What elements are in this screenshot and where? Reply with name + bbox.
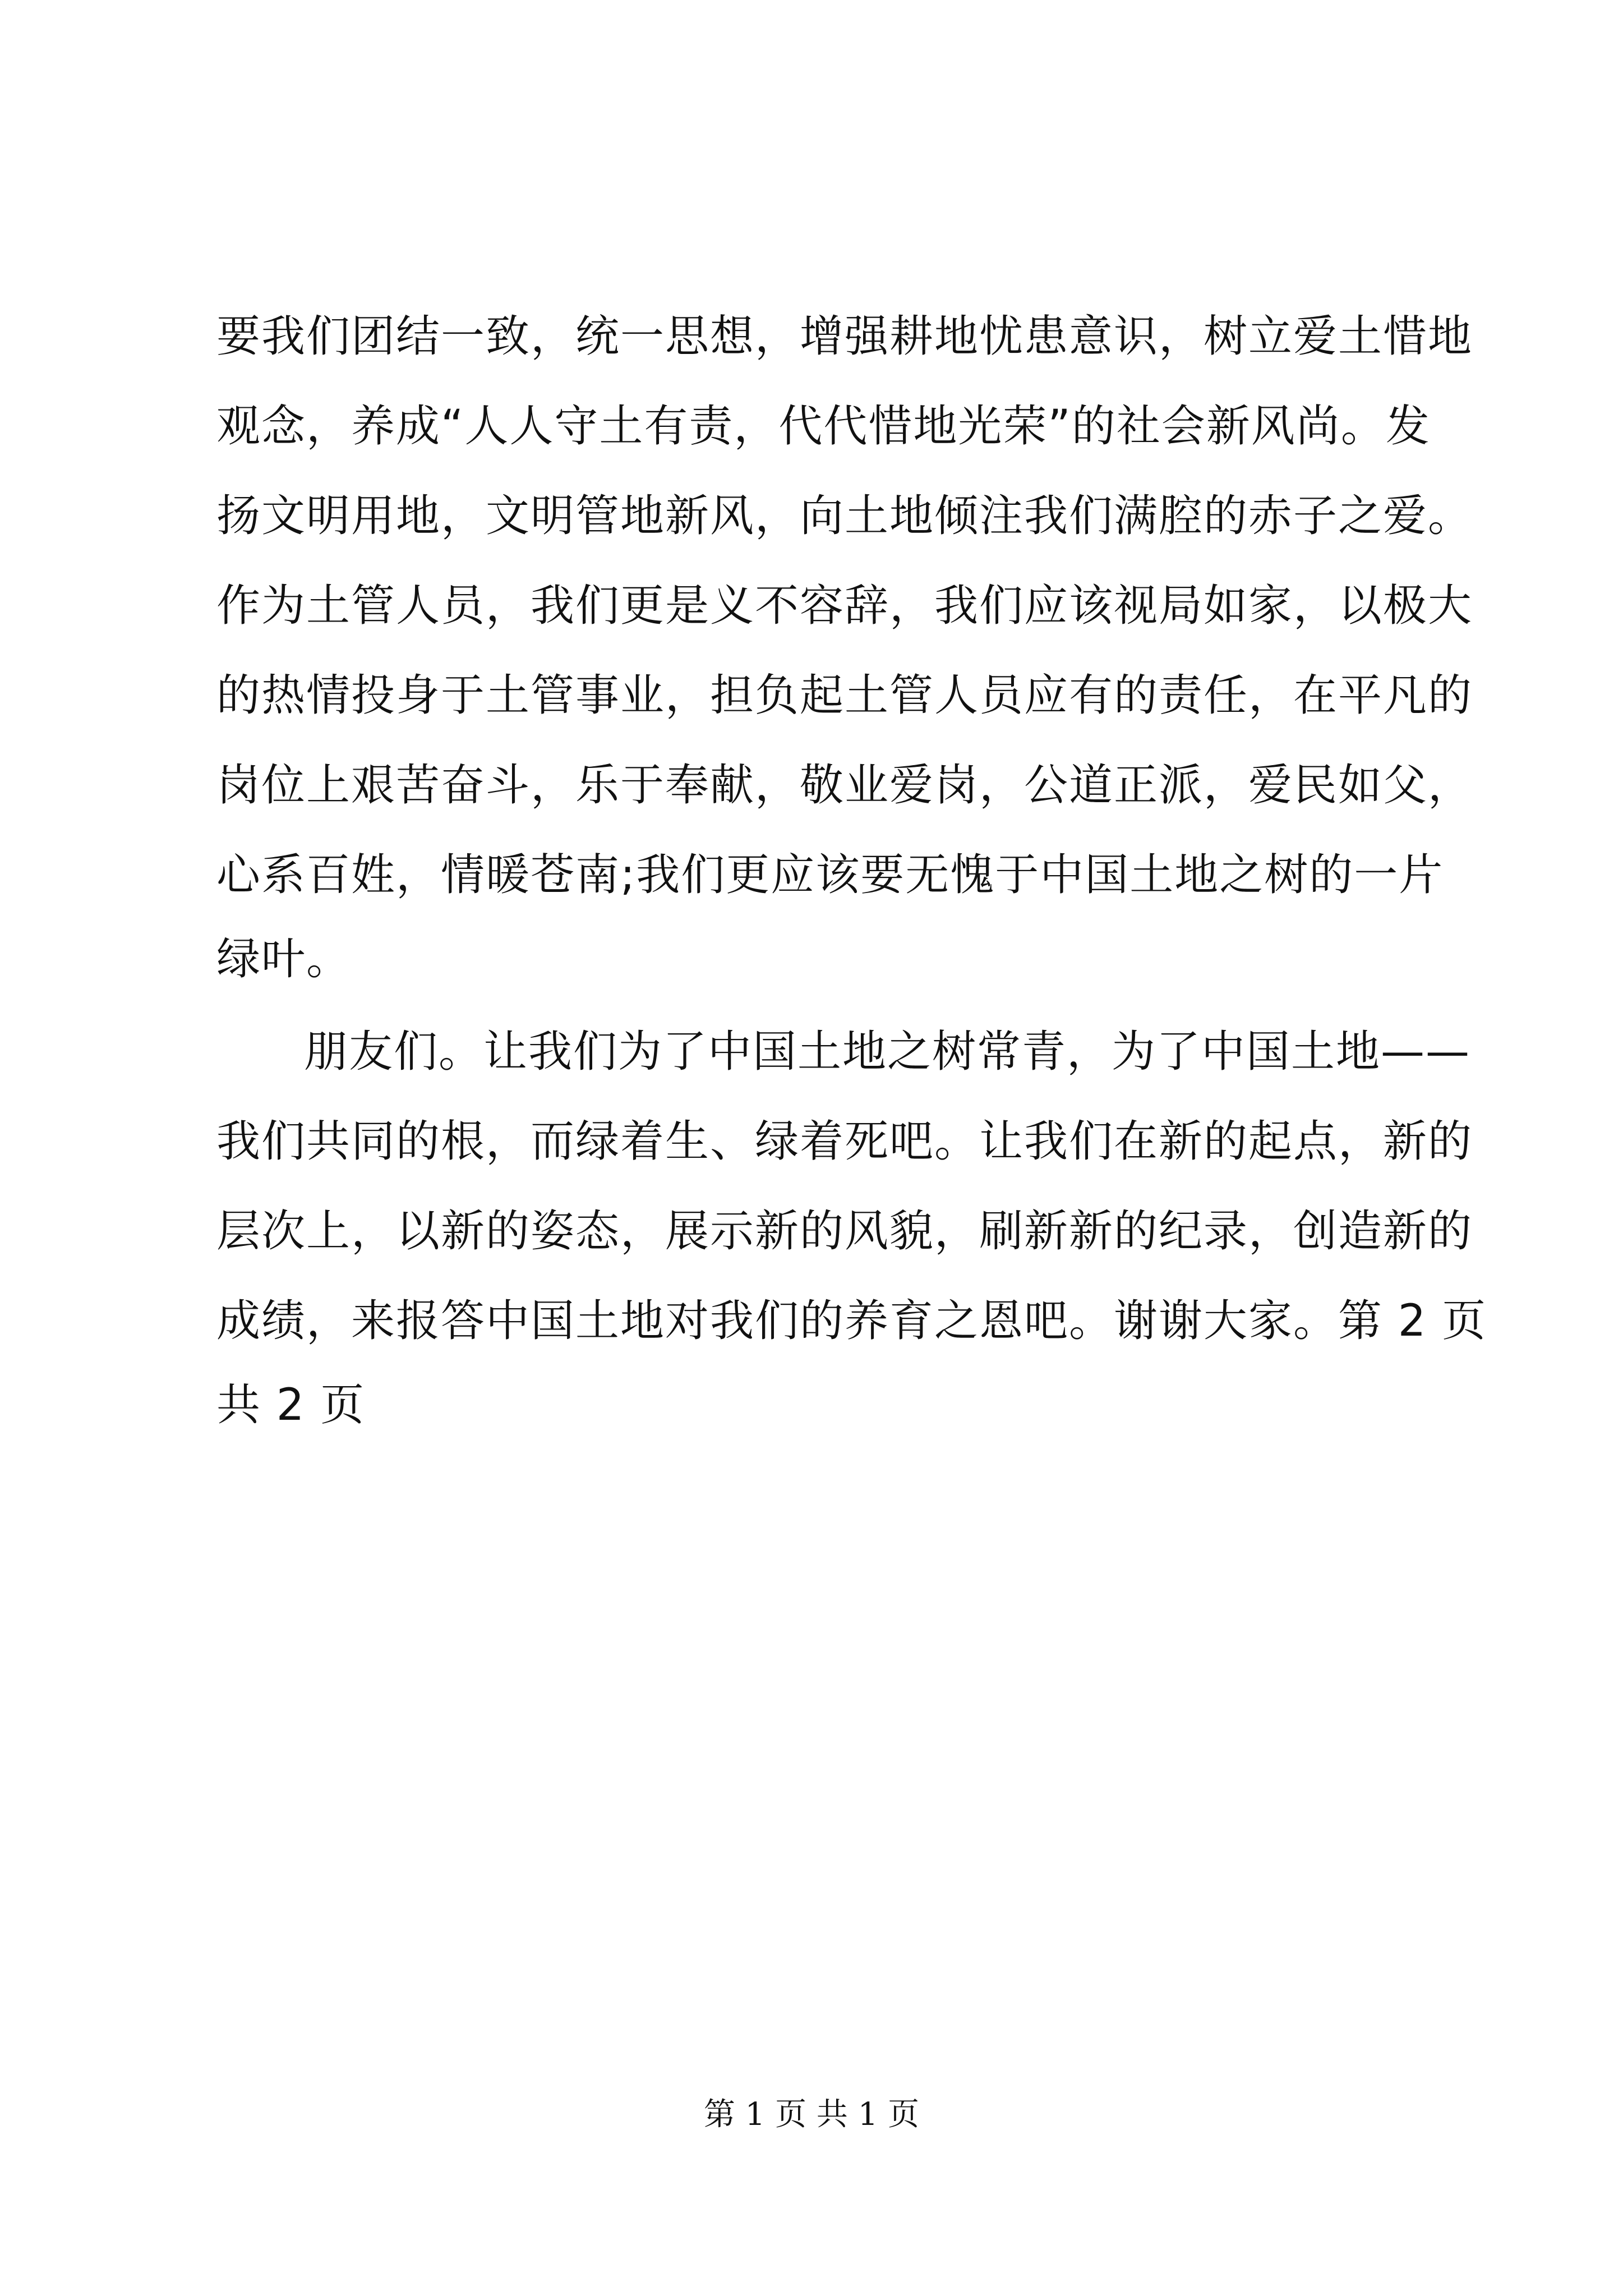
body-text-line: 观念，养成“人人守土有责，代代惜地光荣”的社会新风尚。发	[216, 401, 1431, 452]
body-text-line: 共 2 页	[216, 1380, 366, 1430]
body-text-line: 层次上，以新的姿态，展示新的风貌，刷新新的纪录，创造新的	[216, 1206, 1473, 1257]
body-text-line: 绿叶。	[216, 934, 352, 984]
paragraph-first-line: 朋友们。让我们为了中国土地之树常青，为了中国土地——	[304, 1027, 1471, 1077]
body-text-line: 岗位上艰苦奋斗，乐于奉献，敬业爱岗，公道正派，爱民如父，	[216, 760, 1473, 811]
body-text-line: 心系百姓，情暖苍南;我们更应该要无愧于中国土地之树的一片	[216, 850, 1444, 900]
body-text-line: 成绩，来报答中国土地对我们的养育之恩吧。谢谢大家。第 2 页	[216, 1296, 1487, 1346]
body-text-line: 的热情投身于土管事业，担负起土管人员应有的责任，在平凡的	[216, 670, 1473, 721]
body-text-line: 我们共同的根，而绿着生、绿着死吧。让我们在新的起点，新的	[216, 1116, 1473, 1167]
page-footer-number: 第 1 页 共 1 页	[703, 2096, 920, 2133]
body-text-line: 作为土管人员，我们更是义不容辞，我们应该视局如家，以极大	[216, 581, 1473, 631]
body-text-line: 要我们团结一致，统一思想，增强耕地忧患意识，树立爱土惜地	[216, 311, 1473, 362]
body-text-line: 扬文明用地，文明管地新风，向土地倾注我们满腔的赤子之爱。	[216, 491, 1473, 541]
